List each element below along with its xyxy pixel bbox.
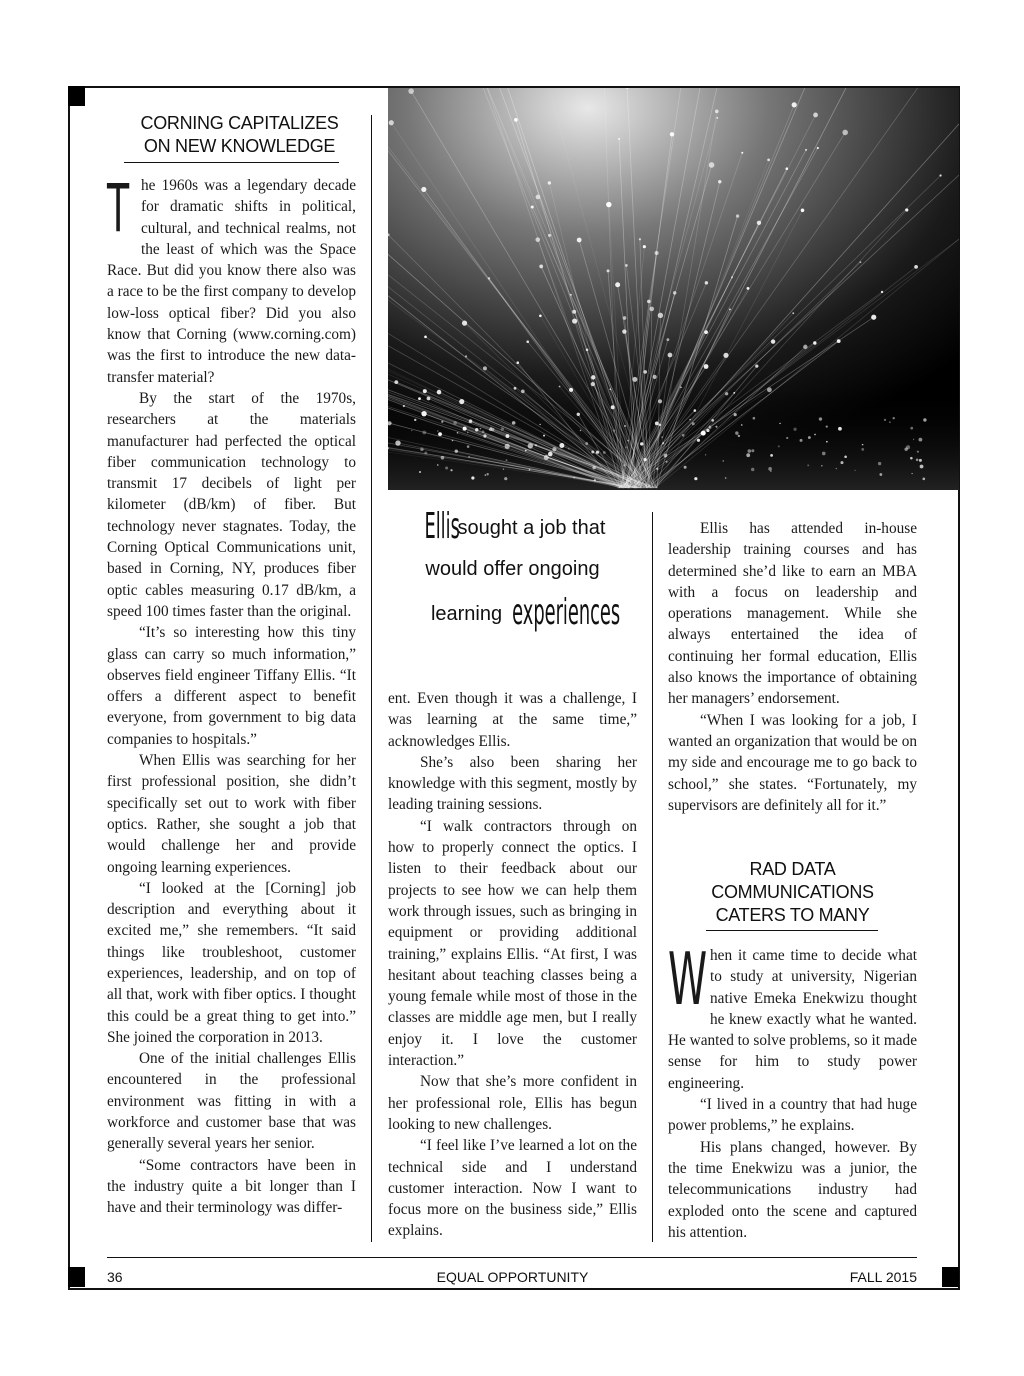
pull-quote bbox=[388, 505, 637, 634]
fiber-light-point bbox=[805, 149, 807, 151]
fiber-light-point bbox=[741, 152, 743, 154]
fiber-light-point bbox=[526, 340, 529, 343]
fiber-light-point bbox=[729, 308, 731, 310]
fiber-reflection-point bbox=[854, 470, 855, 471]
fiber-reflection-point bbox=[419, 471, 421, 473]
fiber-reflection-point bbox=[480, 428, 482, 430]
fiber-reflection-point bbox=[504, 477, 507, 480]
fiber-reflection-point bbox=[786, 437, 788, 439]
fiber-reflection-point bbox=[482, 430, 485, 433]
article-paragraph: One of the initial challenges Ellis encountered in the professional environment was fitting in with a workforce and customer base that was generally several years her senior. bbox=[107, 1050, 356, 1153]
rad-headline-line-3: CATERS TO MANY bbox=[715, 905, 870, 925]
article-paragraph: She’s also been sharing her knowledge with this segment, mostly by leading training sessions. bbox=[388, 753, 637, 814]
fiber-reflection-point bbox=[491, 428, 495, 432]
fiber-reflection-point bbox=[414, 419, 416, 421]
fiber-reflection-point bbox=[640, 442, 643, 445]
fiber-reflection-point bbox=[800, 439, 803, 442]
fiber-reflection-point bbox=[692, 422, 695, 425]
fiber-light-point bbox=[871, 315, 876, 320]
fiber-reflection-point bbox=[862, 444, 864, 446]
fiber-light-point bbox=[694, 409, 697, 412]
fiber-light-point bbox=[639, 238, 641, 240]
fiber-reflection-point bbox=[475, 428, 478, 431]
fiber-light-point bbox=[572, 318, 577, 323]
fiber-light-point bbox=[718, 180, 721, 183]
fiber-light-point bbox=[483, 366, 487, 370]
article-paragraph: he 1960s was a legendary decade for dramatic shifts in political, cultural, and technical realms, not the least of which was the Space Race. But did you know there also was a race to be the first company to develop low-loss optical fiber? Did you also know that Corning (www.corning.com) was the first to introduce the new data-transfer material? bbox=[107, 177, 356, 386]
corning-headline-line-1: CORNING CAPITALIZES bbox=[140, 113, 339, 133]
fiber-light-point bbox=[643, 245, 646, 248]
fiber-reflection-point bbox=[778, 445, 780, 447]
pull-quote-emphasis: experiences bbox=[511, 592, 620, 633]
fiber-reflection-point bbox=[467, 445, 470, 448]
fiber-light-point bbox=[423, 389, 427, 393]
fiber-light-point bbox=[505, 444, 510, 449]
fiber-reflection-point bbox=[889, 421, 890, 422]
fiber-reflection-point bbox=[738, 435, 740, 437]
fiber-light-point bbox=[622, 329, 626, 333]
fiber-reflection-point bbox=[662, 442, 664, 444]
fiber-reflection-point bbox=[539, 424, 540, 425]
fiber-reflection-point bbox=[506, 434, 510, 438]
fiber-reflection-point bbox=[826, 441, 828, 443]
issue-date: FALL 2015 bbox=[849, 1269, 917, 1285]
fiber-light-point bbox=[559, 386, 561, 388]
fiber-reflection-point bbox=[486, 473, 488, 475]
fiber-reflection-point bbox=[643, 458, 646, 461]
fiber-light-point bbox=[813, 113, 818, 118]
fiber-reflection-point bbox=[591, 451, 594, 454]
corning-headline-line-2: ON NEW KNOWLEDGE bbox=[143, 136, 336, 156]
fiber-light-point bbox=[842, 130, 848, 136]
fiber-reflection-point bbox=[485, 474, 487, 476]
headline-underline bbox=[124, 162, 339, 163]
fiber-light-point bbox=[539, 314, 542, 317]
fiber-reflection-point bbox=[879, 473, 882, 476]
fiber-light-point bbox=[715, 110, 719, 114]
fiber-reflection-point bbox=[878, 462, 881, 465]
fiber-light-point bbox=[389, 120, 394, 125]
fiber-optic-photo bbox=[388, 88, 959, 490]
article-paragraph: His plans changed, however. By the time Enekwizu was a junior, the telecommunications industry had exploded onto the scene and captured his attention. bbox=[668, 1138, 917, 1241]
fiber-reflection-point bbox=[840, 461, 843, 464]
fiber-reflection-point bbox=[467, 432, 469, 434]
middle-article-column bbox=[388, 688, 637, 1242]
fiber-reflection-point bbox=[506, 459, 508, 461]
fiber-reflection-point bbox=[661, 436, 662, 437]
fiber-reflection-point bbox=[709, 425, 711, 427]
article-paragraph: “When I was looking for a job, I wanted an organization that would be on my side and encourage me to go back to school,” she states. “Fortunately, my supervisors are definitely all for it.” bbox=[668, 711, 917, 814]
fiber-reflection-point bbox=[836, 468, 837, 469]
fiber-light-point bbox=[618, 138, 620, 140]
headline-underline bbox=[706, 930, 878, 931]
fiber-light-point bbox=[755, 365, 758, 368]
fiber-reflection-point bbox=[535, 444, 537, 446]
fiber-light-point bbox=[514, 387, 517, 390]
fiber-optic-illustration bbox=[388, 88, 959, 490]
fiber-reflection-point bbox=[822, 452, 826, 456]
fiber-reflection-point bbox=[910, 457, 913, 460]
fiber-reflection-point bbox=[441, 421, 443, 423]
fiber-reflection-point bbox=[694, 477, 697, 480]
rad-article-column bbox=[668, 937, 917, 1243]
fiber-reflection-point bbox=[450, 469, 452, 471]
fiber-reflection-point bbox=[420, 448, 423, 451]
fiber-reflection-point bbox=[411, 430, 412, 431]
fiber-light-point bbox=[394, 380, 398, 384]
fiber-reflection-point bbox=[919, 459, 922, 462]
fiber-reflection-point bbox=[592, 466, 595, 469]
fiber-reflection-point bbox=[445, 466, 448, 469]
fiber-light-point bbox=[736, 214, 739, 217]
pull-quote-text: would offer ongoing bbox=[425, 558, 600, 580]
fiber-reflection-point bbox=[770, 454, 773, 457]
pull-quote-text: sought a job that bbox=[457, 517, 606, 539]
fiber-reflection-point bbox=[585, 442, 588, 445]
fiber-light-point bbox=[514, 118, 518, 122]
column-rule-left bbox=[371, 115, 372, 1242]
fiber-light-point bbox=[792, 312, 794, 314]
fiber-reflection-point bbox=[422, 431, 426, 435]
fiber-reflection-point bbox=[568, 448, 570, 450]
fiber-light-point bbox=[418, 397, 421, 400]
fiber-light-point bbox=[939, 174, 941, 176]
article-paragraph: By the start of the 1970s, researchers at the materials manufacturer had perfected the optical fiber communication technology to transmit 17 decibels of light per kilometer (dB/km) of fiber. But technology never stagnates. Today, the Corning Optical Communications unit, based in Corning, NY, produces fiber optic cables measuring 0.17 dB/km, a speed 100 times faster than the original. bbox=[107, 389, 356, 620]
article-paragraph: ent. Even though it was a challenge, I was learning at the same time,” acknowledges Ellis. bbox=[388, 690, 637, 750]
rad-headline-line-1: RAD DATA bbox=[749, 859, 836, 879]
fiber-reflection-point bbox=[844, 455, 847, 458]
fiber-reflection-point bbox=[689, 419, 691, 421]
fiber-light-point bbox=[625, 264, 628, 267]
article-paragraph: “Some contractors have been in the industry quite a bit longer than I have and their terminology was differ- bbox=[107, 1156, 356, 1217]
fiber-light-point bbox=[424, 336, 427, 339]
fiber-reflection-point bbox=[838, 427, 842, 431]
fiber-light-point bbox=[705, 281, 708, 284]
fiber-light-point bbox=[716, 117, 718, 119]
fiber-reflection-point bbox=[917, 451, 919, 453]
fiber-light-point bbox=[767, 159, 770, 162]
right-article-column bbox=[668, 518, 917, 816]
fiber-reflection-point bbox=[655, 421, 659, 425]
fiber-light-point bbox=[438, 432, 442, 436]
corning-headline bbox=[107, 112, 372, 158]
article-paragraph: When Ellis was searching for her first professional position, she didn’t specifically set out to work with fiber optics. Rather, she sought a job that would challenge her and provide ongoing learning experiences. bbox=[107, 752, 356, 876]
fiber-reflection-point bbox=[543, 435, 545, 437]
fiber-reflection-point bbox=[814, 434, 816, 436]
fiber-light-point bbox=[801, 208, 805, 212]
fiber-reflection-point bbox=[684, 466, 687, 469]
fiber-reflection-point bbox=[529, 469, 531, 471]
corner-mark-bottom-right bbox=[942, 1267, 959, 1287]
fiber-reflection-point bbox=[751, 468, 754, 471]
fiber-light-point bbox=[539, 265, 543, 269]
fiber-reflection-point bbox=[613, 429, 615, 431]
article-paragraph: “I feel like I’ve learned a lot on the technical side and I understand customer interaction. Now I want to focus more on the business side,” Ellis explains. bbox=[388, 1137, 637, 1240]
fiber-reflection-point bbox=[748, 449, 752, 453]
rad-headline-line-2: COMMUNICATIONS bbox=[711, 882, 874, 902]
fiber-reflection-point bbox=[596, 451, 599, 454]
fiber-light-point bbox=[704, 364, 709, 369]
fiber-light-point bbox=[803, 345, 807, 349]
article-paragraph: Ellis has attended in-house leadership training courses and has determined she’d like to earn an MBA with a focus on leadership and operations management. While she always entertained the idea of continuing her formal education, Ellis also knows the importance of obtaining her managers’ endorsement. bbox=[668, 520, 917, 708]
corning-article-column bbox=[107, 170, 356, 1219]
fiber-reflection-point bbox=[659, 423, 662, 426]
fiber-reflection-point bbox=[793, 428, 796, 431]
fiber-reflection-point bbox=[424, 451, 427, 454]
fiber-light-point bbox=[457, 432, 459, 434]
pull-quote-emphasis: Ellis bbox=[424, 506, 460, 547]
fiber-reflection-point bbox=[735, 431, 738, 434]
pull-quote-text: learning bbox=[430, 603, 503, 625]
fiber-reflection-point bbox=[452, 440, 454, 442]
fiber-reflection-point bbox=[725, 477, 727, 479]
fiber-light-point bbox=[632, 377, 637, 382]
fiber-light-point bbox=[611, 405, 615, 409]
fiber-light-point bbox=[531, 206, 534, 209]
fiber-reflection-point bbox=[664, 454, 668, 458]
dropcap-w: W bbox=[668, 937, 708, 1021]
fiber-reflection-point bbox=[722, 460, 724, 462]
fiber-reflection-point bbox=[753, 417, 756, 420]
fiber-light-point bbox=[548, 234, 551, 237]
fiber-reflection-point bbox=[913, 439, 914, 440]
fiber-reflection-point bbox=[501, 427, 504, 430]
fiber-light-point bbox=[860, 261, 862, 263]
corner-mark-top-left bbox=[68, 86, 85, 106]
fiber-reflection-point bbox=[627, 440, 629, 442]
footer-rule bbox=[107, 1257, 917, 1258]
fiber-reflection-point bbox=[625, 446, 627, 448]
fiber-reflection-point bbox=[603, 451, 606, 454]
fiber-light-point bbox=[771, 339, 775, 343]
fiber-light-point bbox=[459, 399, 464, 404]
fiber-reflection-point bbox=[821, 465, 822, 466]
fiber-reflection-point bbox=[920, 465, 924, 469]
dropcap-t: T bbox=[107, 170, 130, 247]
article-paragraph: hen it came time to decide what to study at university, Nigerian native Emeka Enekwizu thought he knew exactly what he wanted. He wanted to solve problems, so it made sense for him to study power engineering. bbox=[668, 947, 917, 1092]
fiber-reflection-point bbox=[580, 430, 582, 432]
fiber-reflection-point bbox=[808, 436, 811, 439]
fiber-reflection-point bbox=[923, 418, 926, 421]
fiber-light-point bbox=[914, 265, 918, 269]
publication-name: EQUAL OPPORTUNITY bbox=[436, 1269, 589, 1285]
fiber-light-point bbox=[649, 307, 654, 312]
fiber-reflection-point bbox=[711, 419, 714, 422]
fiber-reflection-point bbox=[826, 425, 828, 427]
fiber-light-point bbox=[408, 88, 414, 94]
fiber-reflection-point bbox=[779, 423, 780, 424]
article-paragraph: Now that she’s more confident in her professional role, Ellis has begun looking to new challenges. bbox=[388, 1073, 637, 1133]
fiber-reflection-point bbox=[893, 417, 895, 419]
rad-data-headline bbox=[668, 858, 917, 927]
fiber-light-point bbox=[666, 338, 669, 341]
fiber-reflection-point bbox=[768, 467, 772, 471]
fiber-light-point bbox=[395, 440, 400, 445]
fiber-reflection-point bbox=[624, 425, 626, 427]
fiber-reflection-point bbox=[471, 476, 474, 479]
fiber-reflection-point bbox=[751, 449, 754, 452]
fiber-reflection-point bbox=[919, 438, 923, 442]
fiber-reflection-point bbox=[512, 421, 516, 425]
fiber-reflection-point bbox=[807, 464, 809, 466]
fiber-light-point bbox=[516, 361, 519, 364]
fiber-light-point bbox=[817, 147, 819, 149]
fiber-reflection-point bbox=[682, 434, 685, 437]
fiber-reflection-point bbox=[715, 426, 717, 428]
fiber-reflection-point bbox=[916, 459, 919, 462]
article-paragraph: “I walk contractors through on how to properly connect the optics. I listen to their feedback about our projects to see how we can help them work through issues, such as bringing in equipment or providing additional training,” explains Ellis. “At first, I was hesitant about teaching classes being a young female while most of those in the classes are middle age men, but I really enjoy it. I love the customer interaction.” bbox=[388, 817, 637, 1070]
article-paragraph: “I lived in a country that had huge power problems,” he explains. bbox=[668, 1096, 917, 1135]
fiber-reflection-point bbox=[437, 430, 439, 432]
fiber-reflection-point bbox=[594, 479, 596, 481]
fiber-light-point bbox=[462, 321, 467, 326]
fiber-reflection-point bbox=[453, 421, 457, 425]
fiber-light-point bbox=[615, 282, 620, 287]
fiber-light-point bbox=[577, 238, 582, 243]
fiber-reflection-point bbox=[746, 453, 750, 457]
corner-mark-bottom-left bbox=[68, 1267, 85, 1287]
fiber-reflection-point bbox=[623, 464, 625, 466]
fiber-reflection-point bbox=[441, 456, 445, 460]
fiber-reflection-point bbox=[741, 424, 743, 426]
fiber-light-point bbox=[709, 162, 715, 168]
fiber-reflection-point bbox=[697, 439, 700, 442]
fiber-reflection-point bbox=[656, 468, 658, 470]
fiber-light-point bbox=[427, 397, 431, 401]
fiber-reflection-point bbox=[503, 468, 504, 469]
fiber-reflection-point bbox=[437, 464, 439, 466]
fiber-reflection-point bbox=[884, 419, 886, 421]
fiber-reflection-point bbox=[861, 448, 864, 451]
fiber-light-point bbox=[668, 353, 673, 358]
fiber-reflection-point bbox=[904, 448, 907, 451]
fiber-reflection-point bbox=[819, 417, 822, 420]
fiber-reflection-point bbox=[666, 461, 668, 463]
fiber-light-point bbox=[521, 390, 525, 394]
fiber-light-point bbox=[469, 419, 473, 423]
page-number: 36 bbox=[107, 1269, 123, 1285]
fiber-light-point bbox=[658, 313, 663, 318]
column-rule-right bbox=[652, 512, 653, 1242]
fiber-light-point bbox=[548, 181, 551, 184]
fiber-light-point bbox=[577, 413, 580, 416]
fiber-light-point bbox=[792, 102, 797, 107]
fiber-reflection-point bbox=[706, 429, 709, 432]
article-paragraph: “I looked at the [Corning] job description and everything about it excited me,” she remembers. “It said things like troubleshoot, customer experiences, leadership, and on top of all that, work with fiber optics. I thought this could be a great thing to get into.” She joined the corporation in 2013. bbox=[107, 879, 356, 1046]
article-paragraph: “It’s so interesting how this tiny glass can carry so much information,” observes field engineer Tiffany Ellis. “It offers a different aspect to benefit everyone, from government to big data companies to hospitals.” bbox=[107, 624, 356, 748]
fiber-reflection-point bbox=[910, 427, 913, 430]
fiber-light-point bbox=[607, 269, 610, 272]
fiber-reflection-point bbox=[912, 473, 913, 474]
fiber-reflection-point bbox=[573, 477, 575, 479]
fiber-reflection-point bbox=[705, 454, 706, 455]
fiber-reflection-point bbox=[922, 478, 925, 481]
